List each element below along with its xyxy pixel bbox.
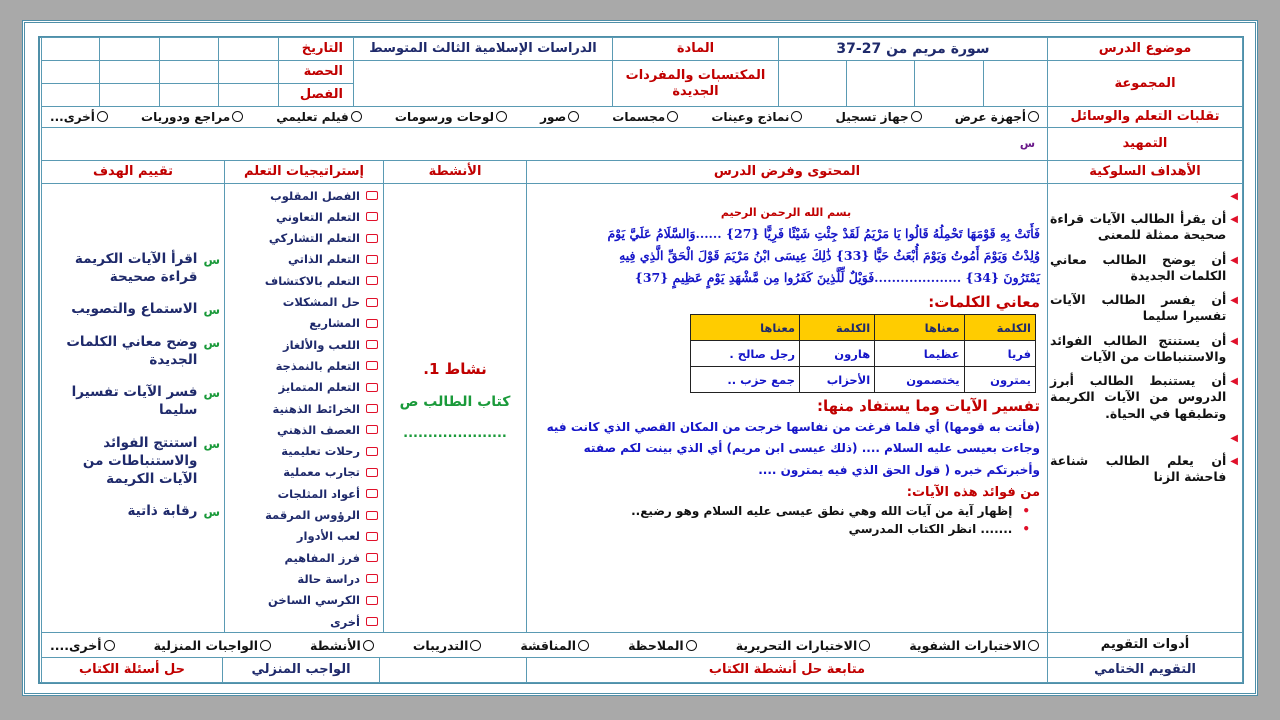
radio-icon[interactable]: [351, 111, 362, 122]
blank-cell[interactable]: [218, 83, 279, 107]
strategy-item[interactable]: [230, 314, 378, 333]
checkbox-icon[interactable]: [366, 511, 378, 520]
assessment-option[interactable]: [50, 638, 115, 653]
assessment-tools-options: [41, 632, 1048, 658]
header-cell: معناها: [691, 315, 800, 341]
tool-option[interactable]: [276, 110, 362, 124]
radio-icon[interactable]: [363, 640, 374, 651]
tool-option[interactable]: [612, 110, 678, 124]
strategy-label: المشاريع: [309, 316, 360, 331]
radio-icon[interactable]: [859, 640, 870, 651]
checkbox-icon[interactable]: [366, 191, 378, 200]
checkbox-icon[interactable]: [366, 361, 378, 370]
benefit-item: [532, 502, 1040, 520]
table-cell: عظيما: [875, 341, 964, 367]
table-cell: فريا: [964, 341, 1035, 367]
benefit-item: [532, 520, 1040, 538]
homework-value[interactable]: حل أسئلة الكتاب: [41, 657, 223, 683]
checkbox-icon[interactable]: [366, 574, 378, 583]
objective-text: أن يفسر الطالب الآيات تفسيرا سليما: [1050, 292, 1227, 324]
strategy-label: الكرسي الساخن: [268, 593, 360, 608]
tool-option[interactable]: [50, 110, 108, 124]
option-label: الأنشطة: [310, 637, 361, 653]
strategy-item[interactable]: [230, 420, 378, 439]
assessment-option[interactable]: [154, 638, 271, 653]
strategy-item[interactable]: [230, 335, 378, 354]
marker: س: [203, 505, 220, 520]
blank-cell[interactable]: [159, 83, 219, 107]
checkbox-icon[interactable]: [366, 447, 378, 456]
checkbox-icon[interactable]: [366, 532, 378, 541]
objective-text: أن يعلم الطالب شناعة فاحشة الزنا: [1050, 452, 1227, 484]
evaluation-text: استنتج الفوائد والاستنباطات من الآيات الكريمة: [82, 434, 198, 487]
strategy-item[interactable]: [230, 591, 378, 610]
assessment-tools-label: أدوات التقويم: [1047, 632, 1243, 658]
strategy-label: التعلم بالنمذجة: [275, 358, 360, 373]
objective-item: [1050, 292, 1238, 325]
blank-cell[interactable]: [218, 37, 279, 61]
objective-item: [1050, 211, 1238, 244]
marker: س: [203, 303, 220, 318]
subject-label: المادة: [612, 37, 779, 61]
blank-cell[interactable]: [159, 37, 219, 61]
strategy-label: التعلم التشاركي: [268, 231, 360, 246]
activity-title: نشاط 1.: [423, 360, 487, 378]
blank-cell[interactable]: [99, 60, 160, 84]
checkbox-icon[interactable]: [366, 255, 378, 264]
objectives-header: الأهداف السلوكية: [1047, 160, 1243, 184]
assessment-option[interactable]: [909, 638, 1039, 653]
tafsir-line: وأخبرتكم خبره ( قول الحق الذي فيه يمترون ....: [758, 462, 1040, 477]
option-label: جهاز تسجيل: [835, 109, 909, 124]
strategy-item[interactable]: [230, 527, 378, 546]
evaluation-text: الاستماع والتصويب: [71, 301, 198, 318]
objectives-list: [1050, 188, 1238, 628]
verse-line: يَمْتَرُونَ {34} ....................فَوَيْلٌ لِّلَّذِينَ كَفَرُوا مِن مَّشْهَدِ يَوْمٍ عَظِيمٍ {37}: [634, 269, 1040, 285]
bullet-icon: •: [1022, 504, 1030, 519]
evaluation-item: [46, 383, 220, 419]
radio-icon[interactable]: [568, 111, 579, 122]
table-header-row: [691, 315, 1036, 341]
evaluation-list: [46, 250, 220, 520]
checkbox-icon[interactable]: [366, 425, 378, 434]
checkbox-icon[interactable]: [366, 617, 378, 626]
objective-item: [1050, 373, 1238, 422]
marker: س: [203, 335, 220, 350]
strategy-label: أعواد المثلجات: [277, 486, 360, 501]
table-cell: الأحزاب: [800, 367, 875, 393]
option-label: لوحات ورسومات: [394, 109, 495, 124]
final-assessment-value[interactable]: متابعة حل أنشطة الكتاب: [526, 657, 1048, 683]
final-assessment-label: التقويم الختامي: [1047, 657, 1243, 683]
objective-text: أن يستنتج الطالب الفوائد والاستنباطات من الآيات: [1050, 332, 1227, 364]
activities-header: الأنشطة: [383, 160, 527, 184]
header-cell: معناها: [875, 315, 964, 341]
strategy-item[interactable]: [230, 569, 378, 588]
group-cell[interactable]: [914, 60, 984, 107]
evaluation-item: [46, 333, 220, 369]
activity-dots: .....................: [403, 426, 507, 441]
strategy-label: الفصل المقلوب: [270, 188, 360, 203]
strategy-label: الخرائط الذهنية: [272, 401, 360, 416]
checkbox-icon[interactable]: [366, 553, 378, 562]
group-cell[interactable]: [846, 60, 915, 107]
objective-item: [1050, 333, 1238, 366]
checkbox-icon[interactable]: [366, 276, 378, 285]
strategy-label: التعلم التعاوني: [275, 209, 360, 224]
tool-option[interactable]: [141, 110, 243, 124]
table-row: [691, 367, 1036, 393]
activity-book-ref: كتاب الطالب ص: [399, 394, 511, 410]
strategy-label: العصف الذهني: [277, 422, 360, 437]
strategy-item[interactable]: [230, 548, 378, 567]
objective-text: أن يقرأ الطالب الآيات قراءة صحيحة ممثلة للمعنى: [1050, 211, 1227, 243]
option-label: أخرى...: [50, 109, 95, 124]
objective-text: أن يوضح الطالب معاني الكلمات الجديدة: [1050, 251, 1227, 283]
strategy-item[interactable]: [230, 293, 378, 312]
intro-label: التمهيد: [1047, 127, 1243, 161]
blank-cell[interactable]: [41, 37, 100, 61]
intro-value[interactable]: س: [41, 127, 1048, 161]
radio-icon[interactable]: [97, 111, 108, 122]
blank-cell[interactable]: [41, 60, 100, 84]
arrow-bullet-icon: ◀: [1230, 455, 1238, 467]
assessment-option[interactable]: [520, 638, 589, 653]
strategy-label: التعلم المتمايز: [278, 380, 360, 395]
radio-icon[interactable]: [667, 111, 678, 122]
checkbox-icon[interactable]: [366, 212, 378, 221]
strategy-item[interactable]: [230, 484, 378, 503]
assessment-option[interactable]: [736, 638, 871, 653]
checkbox-icon[interactable]: [366, 298, 378, 307]
checkbox-icon[interactable]: [366, 468, 378, 477]
arrow-bullet-icon: ◀: [1230, 335, 1238, 347]
strategy-item[interactable]: [230, 229, 378, 248]
group-cell[interactable]: [778, 60, 847, 107]
strategy-label: لعب الأدوار: [296, 529, 360, 544]
tool-option[interactable]: [955, 110, 1039, 124]
evaluation-item: [46, 250, 220, 286]
marker: س: [203, 253, 220, 267]
benefit-text: إظهار آية من آيات الله وهي نطق عيسى عليه السلام وهو رضيع..: [631, 504, 1013, 519]
option-label: الاختبارات الشفوية: [909, 637, 1026, 653]
checkbox-icon[interactable]: [366, 340, 378, 349]
option-label: صور: [540, 109, 567, 124]
strategy-label: رحلات تعليمية: [281, 444, 360, 459]
basmala: بسم الله الرحمن الرحيم: [720, 206, 852, 219]
objective-item: [1050, 252, 1238, 285]
blank-cell[interactable]: [99, 83, 160, 107]
objective-empty-bullet: [1050, 188, 1238, 203]
strategy-label: الرؤوس المرقمة: [265, 508, 360, 522]
option-label: أخرى....: [50, 637, 102, 653]
header-cell: الكلمة: [964, 315, 1035, 341]
option-label: مجسمات: [612, 109, 666, 124]
assessment-option[interactable]: [413, 638, 482, 653]
strategy-label: حل المشكلات: [282, 295, 360, 309]
tool-option[interactable]: [711, 110, 802, 124]
topic-value[interactable]: سورة مريم من 27-37: [778, 37, 1048, 61]
class-label: الفصل: [278, 83, 354, 107]
objective-text: أن يستنبط الطالب أبرز الدروس من الآيات الكريمة وتطبقها في الحياة.: [1050, 373, 1227, 421]
strategy-item[interactable]: [230, 399, 378, 418]
period-class-value-cell[interactable]: [353, 60, 613, 107]
bullet-icon: •: [1022, 522, 1030, 537]
table-cell: رجل صالح .: [691, 341, 800, 367]
radio-icon[interactable]: [911, 111, 922, 122]
blank-cell[interactable]: [159, 60, 219, 84]
evaluation-header: تقييم الهدف: [41, 160, 225, 184]
strategy-label: أخرى: [330, 614, 360, 629]
strategy-label: تجارب معملية: [283, 465, 360, 480]
tafsir-line: (فأتت به قومها) أي فلما فرغت من نفاسها خرجت من المكان القصي الذي كانت فيه: [546, 419, 1040, 434]
strategy-item[interactable]: [230, 463, 378, 482]
strategy-item[interactable]: [230, 442, 378, 461]
radio-icon[interactable]: [232, 111, 243, 122]
group-cell[interactable]: [983, 60, 1048, 107]
strategies-header: إستراتيجيات التعلم: [224, 160, 384, 184]
topic-label: موضوع الدرس: [1047, 37, 1243, 61]
blank-cell[interactable]: [99, 37, 160, 61]
arrow-bullet-icon: ◀: [1230, 191, 1238, 202]
strategy-label: دراسة حالة: [297, 571, 360, 586]
checkbox-icon[interactable]: [366, 234, 378, 243]
evaluation-text: فسر الآيات تفسيرا سليما: [71, 384, 198, 419]
verse-line: وُلِدْتُ وَيَوْمَ أَمُوتُ وَيَوْمَ أُبْعَثُ حَيًّا {33} ذَٰلِكَ عِيسَى ابْنُ مَرْيَمَ قَوْلَ الْحَقِّ الَّذِي فِيهِ: [619, 247, 1040, 263]
radio-icon[interactable]: [1028, 640, 1039, 651]
strategy-label: التعلم الذاتي: [288, 252, 360, 267]
option-label: مراجع ودوريات: [141, 109, 231, 124]
table-cell: جمع حزب ..: [691, 367, 800, 393]
lesson-content: [532, 206, 1040, 628]
radio-icon[interactable]: [1028, 111, 1039, 122]
arrow-bullet-icon: ◀: [1230, 376, 1238, 387]
meanings-title: معاني الكلمات:: [928, 292, 1040, 311]
benefit-text: ....... انظر الكتاب المدرسي: [848, 522, 1013, 537]
arrow-bullet-icon: ◀: [1230, 214, 1238, 225]
objective-item: [1050, 453, 1238, 486]
option-label: أجهزة عرض: [954, 109, 1026, 124]
word-meanings-table: [690, 314, 1036, 393]
strategy-label: فرز المفاهيم: [284, 550, 360, 565]
strategy-item[interactable]: [230, 271, 378, 290]
tool-option[interactable]: [540, 110, 579, 124]
header-cell: الكلمة: [800, 315, 875, 341]
assessment-option[interactable]: [310, 638, 374, 653]
tafsir-title: تفسير الآيات وما يستفاد منها:: [816, 397, 1040, 416]
table-row: [691, 341, 1036, 367]
strategy-item[interactable]: [230, 186, 378, 205]
tool-option[interactable]: [836, 110, 922, 124]
blank-cell[interactable]: [379, 657, 527, 683]
radio-icon[interactable]: [686, 640, 697, 651]
evaluation-text: رقابة ذاتية: [127, 503, 198, 520]
blank-cell[interactable]: [41, 83, 100, 107]
checkbox-icon[interactable]: [366, 404, 378, 413]
table-cell: يختصمون: [875, 367, 964, 393]
arrow-bullet-icon: ◀: [1230, 295, 1238, 306]
table-cell: هارون: [800, 341, 875, 367]
option-label: المناقشة: [520, 637, 577, 653]
content-header: المحتوى وفرض الدرس: [526, 160, 1048, 184]
radio-icon[interactable]: [578, 640, 589, 651]
option-label: نماذج وعينات: [711, 109, 790, 124]
strategy-item[interactable]: [230, 378, 378, 397]
strategy-item[interactable]: [230, 612, 378, 631]
date-label: التاريخ: [278, 37, 354, 61]
evaluation-item: [46, 434, 220, 489]
homework-label: الواجب المنزلي: [222, 657, 380, 683]
strategy-item[interactable]: [230, 207, 378, 226]
tools-options: [41, 106, 1048, 128]
checkbox-icon[interactable]: [366, 319, 378, 328]
strategy-item[interactable]: [230, 250, 378, 269]
tools-label: تقلبات التعلم والوسائل: [1047, 106, 1243, 128]
evaluation-text: وضح معاني الكلمات الجديدة: [66, 333, 198, 368]
objective-empty-bullet: [1050, 430, 1238, 445]
table-cell: يمترون: [964, 367, 1035, 393]
radio-icon[interactable]: [470, 640, 481, 651]
subject-value[interactable]: الدراسات الإسلامية الثالث المتوسط: [353, 37, 613, 61]
checkbox-icon[interactable]: [366, 596, 378, 605]
tool-option[interactable]: [395, 110, 507, 124]
option-label: الملاحظة: [628, 637, 684, 653]
radio-icon[interactable]: [260, 640, 271, 651]
strategy-label: اللعب والألغاز: [282, 337, 360, 352]
option-label: التدريبات: [412, 637, 469, 653]
blank-cell[interactable]: [218, 60, 279, 84]
evaluation-item: [46, 502, 220, 520]
benefits-title: من فوائد هذه الآيات:: [906, 485, 1040, 501]
option-label: فيلم تعليمي: [276, 109, 349, 124]
verse-line: فَأَتَتْ بِهِ قَوْمَهَا تَحْمِلُهُ قَالُوا يَا مَرْيَمُ لَقَدْ جِئْتِ شَيْئًا فَرِيًّا {27} ......وَالسَّلَامُ عَلَيَّ يَوْمَ: [607, 226, 1040, 241]
option-label: الاختبارات التحريرية: [735, 637, 858, 653]
evaluation-text: اقرأ الآيات الكريمة قراءة صحيحة: [74, 251, 198, 286]
radio-icon[interactable]: [104, 640, 115, 651]
strategy-label: التعلم بالاكتشاف: [264, 273, 360, 288]
checkbox-icon[interactable]: [366, 383, 378, 392]
evaluation-item: [46, 300, 220, 318]
arrow-bullet-icon: ◀: [1230, 254, 1238, 266]
strategy-item[interactable]: [230, 506, 378, 525]
option-label: الواجبات المنزلية: [153, 637, 258, 653]
strategy-item[interactable]: [230, 356, 378, 375]
checkbox-icon[interactable]: [366, 489, 378, 498]
vocab-label: المكتسبات والمفردات الجديدة: [612, 60, 779, 107]
period-label: الحصة: [278, 60, 354, 84]
marker: س: [203, 436, 220, 451]
arrow-bullet-icon: ◀: [1230, 432, 1238, 444]
radio-icon[interactable]: [496, 111, 507, 122]
marker: س: [203, 386, 220, 401]
assessment-option[interactable]: [628, 638, 697, 653]
group-label: المجموعة: [1047, 60, 1243, 107]
tafsir-line: وجاءت بعيسى عليه السلام .... (ذلك عيسى ابن مريم) أي الذي بينت لكم صفته: [583, 441, 1040, 456]
radio-icon[interactable]: [791, 111, 802, 122]
